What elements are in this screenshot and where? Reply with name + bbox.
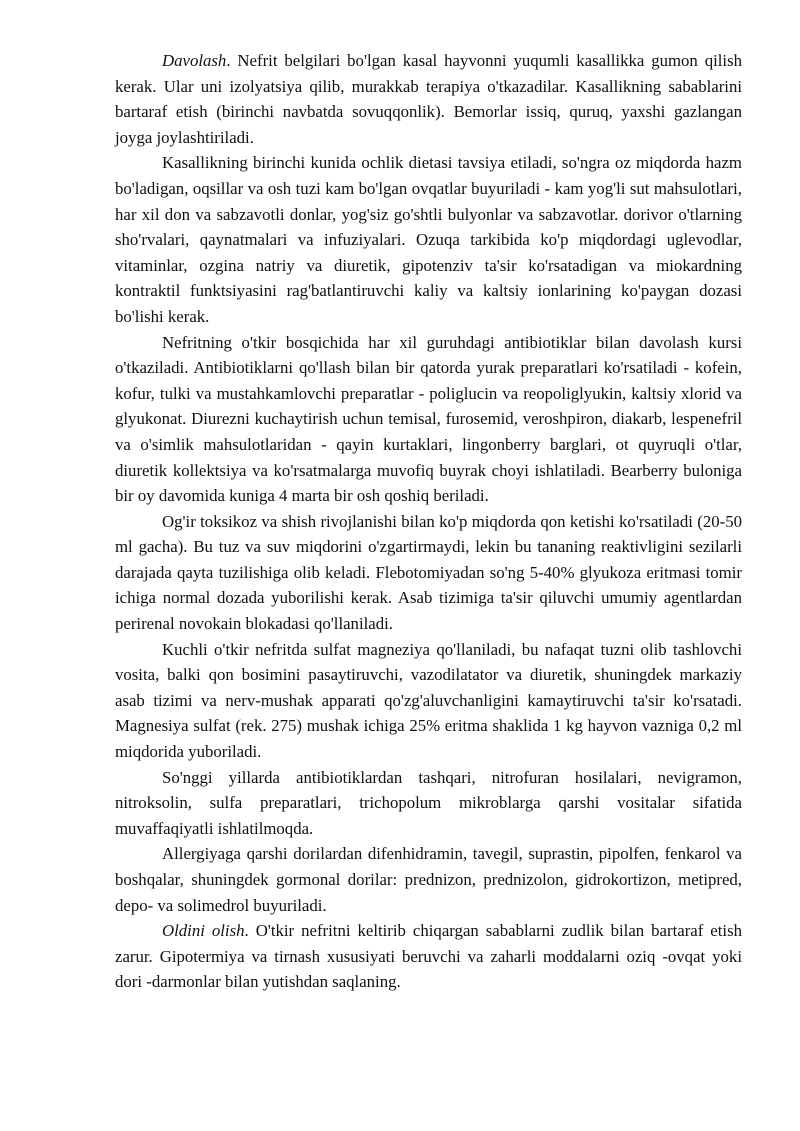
- paragraph-prevention: [115, 918, 742, 995]
- paragraph-diet: [115, 150, 742, 329]
- paragraph-treatment: [115, 48, 742, 150]
- paragraph-text: So'nggi yillarda antibiotiklardan tashqari, nitrofuran hosilalari, nevigramon, nitroksolin, sulfa preparatlari, trichopolum mikroblarga qarshi vositalar sifatida muvaffaqiyatli ishlatilmoqda.: [115, 767, 742, 838]
- paragraph-antimicrobials: [115, 765, 742, 842]
- document-page: [115, 48, 742, 995]
- paragraph-text: . O'tkir nefritni keltirib chiqargan sabablarni zudlik bilan bartaraf etish zarur. Gipotermiya va tirnash xususiyati beruvchi va zaharli moddalarni oziq -ovqat yoki dori -darmonlar bilan yutishdan saqlaning.: [115, 921, 742, 992]
- paragraph-lead-prevention: Oldini olish: [162, 921, 245, 941]
- paragraph-text: Kuchli o'tkir nefritda sulfat magneziya qo'llaniladi, bu nafaqat tuzni olib tashlovchi vosita, balki qon bosimini pasaytiruvchi, vazodilatator va diuretik, shuningdek markaziy asab tizimi va nerv-mushak apparati qo'zg'aluvchanligini kamaytiruvchi ta'sir ko'rsatadi. Magnesiya sulfat (rek. 275) mushak ichiga 25% eritma shaklida 1 kg hayvon vazniga 0,2 ml miqdorida yuboriladi.: [115, 639, 742, 762]
- paragraph-text: Nefritning o'tkir bosqichida har xil guruhdagi antibiotiklar bilan davolash kursi o'tkaziladi. Antibiotiklarni qo'llash bilan bir qatorda yurak preparatlari ko'rsatiladi - kofein, kofur, tulki va mustahkamlovchi preparatlar - poliglucin va reopoliglyukin, kaltsiy xlorid va glyukonat. Diurezni kuchaytirish uchun temisal, furosemid, veroshpiron, diakarb, lespenefril va o'simlik mahsulotlaridan - qayin kurtaklari, lingonberry barglari, ot quyruqli o'tlar, diuretik kollektsiya va ko'rsatmalarga muvofiq buyrak choyi ishlatiladi. Bearberry buloniga bir oy davomida kuniga 4 marta bir osh qoshiq beriladi.: [115, 332, 742, 506]
- paragraph-magnesium: [115, 637, 742, 765]
- paragraph-antiallergy: [115, 841, 742, 918]
- paragraph-antibiotics: [115, 330, 742, 509]
- paragraph-text: . Nefrit belgilari bo'lgan kasal hayvonni yuqumli kasallikka gumon qilish kerak. Ular uni izolyatsiya qilib, murakkab terapiya o'tkazadilar. Kasallikning sabablarini bartaraf etish (birinchi navbatda sovuqqonlik). Bemorlar issiq, quruq, yaxshi gazlangan joyga joylashtiriladi.: [115, 51, 742, 147]
- paragraph-text: Kasallikning birinchi kunida ochlik dietasi tavsiya etiladi, so'ngra oz miqdorda hazm bo'ladigan, oqsillar va osh tuzi kam bo'lgan ovqatlar buyuriladi - kam yog'li sut mahsulotlari, har xil don va sabzavotli donlar, yog'siz go'shtli bulyonlar va sabzavotlar. dorivor o'tlarning sho'rvalari, qaynatmalari va infuziyalari. Ozuqa tarkibida ko'p miqdordagi uglevodlar, vitaminlar, ozgina natriy va diuretik, gipotenziv ta'sir ko'rsatadigan va miokardning kontraktil funktsiyasini rag'batlantiruvchi kaliy va kaltsiy ionlarining ko'paygan dozasi bo'lishi kerak.: [115, 153, 742, 326]
- paragraph-lead-treatment: Davolash: [162, 51, 227, 70]
- paragraph-text: Og'ir toksikoz va shish rivojlanishi bilan ko'p miqdorda qon ketishi ko'rsatiladi (20-50 ml gacha). Bu tuz va suv miqdorini o'zgartirmaydi, lekin bu tananing reaktivligini sezilarli darajada qayta tuzilishiga olib keladi. Flebotomiyadan so'ng 5-40% glyukoza eritmasi tomir ichiga normal dozada yuborilishi kerak. Asab tizimiga ta'sir qiluvchi umumiy agentlardan perirenal novokain blokadasi qo'llaniladi.: [115, 511, 742, 634]
- paragraph-toxicosis: [115, 509, 742, 637]
- paragraph-text: Allergiyaga qarshi dorilardan difenhidramin, tavegil, suprastin, pipolfen, fenkarol va boshqalar, shuningdek gormonal dorilar: prednizon, prednizolon, gidrokortizon, metipred, depo- va solimedrol buyuriladi.: [115, 844, 742, 915]
